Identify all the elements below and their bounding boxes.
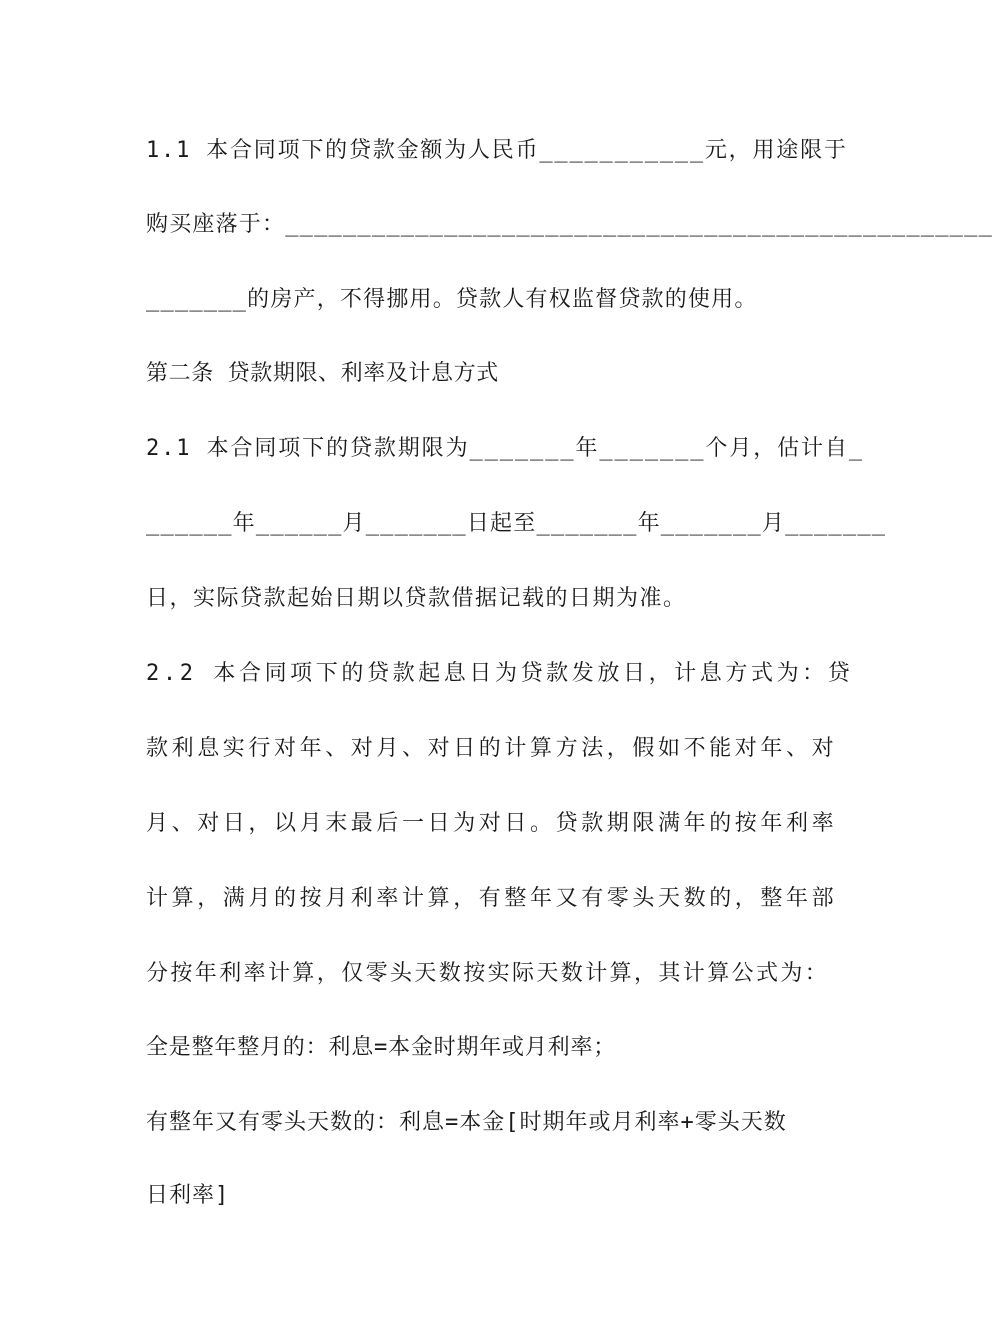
clause-1-1-line-1: 1.1 本合同项下的贷款金额为人民币___________元，用途限于: [146, 138, 848, 163]
clause-2-2-line-4: 计算，满月的按月利率计算，有整年又有零头天数的，整年部: [146, 886, 838, 911]
clause-2-1-line-3: 日，实际贷款起始日期以贷款借据记载的日期为准。: [146, 586, 687, 611]
article-2-heading: 第二条 贷款期限、利率及计息方式: [146, 361, 499, 386]
clause-2-2-line-5: 分按年利率计算，仅零头天数按实际天数计算，其计算公式为：: [146, 961, 830, 986]
clause-2-1-line-2: ______年______月_______日起至_______年_______月_______: [146, 511, 887, 536]
clause-2-2-line-2: 款利息实行对年、对月、对日的计算方法，假如不能对年、对: [146, 736, 838, 761]
formula-full-years: 全是整年整月的：利息=本金时期年或月利率；: [146, 1035, 617, 1060]
clause-1-1-line-3: _______的房产，不得挪用。贷款人有权监督贷款的使用。: [146, 287, 758, 312]
formula-mixed-line-2: 日利率]: [146, 1183, 230, 1208]
formula-mixed-line-1: 有整年又有零头天数的：利息=本金[时期年或月利率+零头天数: [146, 1110, 787, 1135]
clause-2-1-line-1: 2.1 本合同项下的贷款期限为_______年_______个月，估计自_: [146, 436, 864, 461]
clause-2-2-line-3: 月、对日，以月末最后一日为对日。贷款期限满年的按年利率: [146, 811, 838, 836]
clause-2-2-line-1: 2.2 本合同项下的贷款起息日为贷款发放日，计息方式为：贷: [146, 661, 854, 686]
clause-1-1-line-2: 购买座落于：_________________________________________________: [146, 212, 993, 237]
